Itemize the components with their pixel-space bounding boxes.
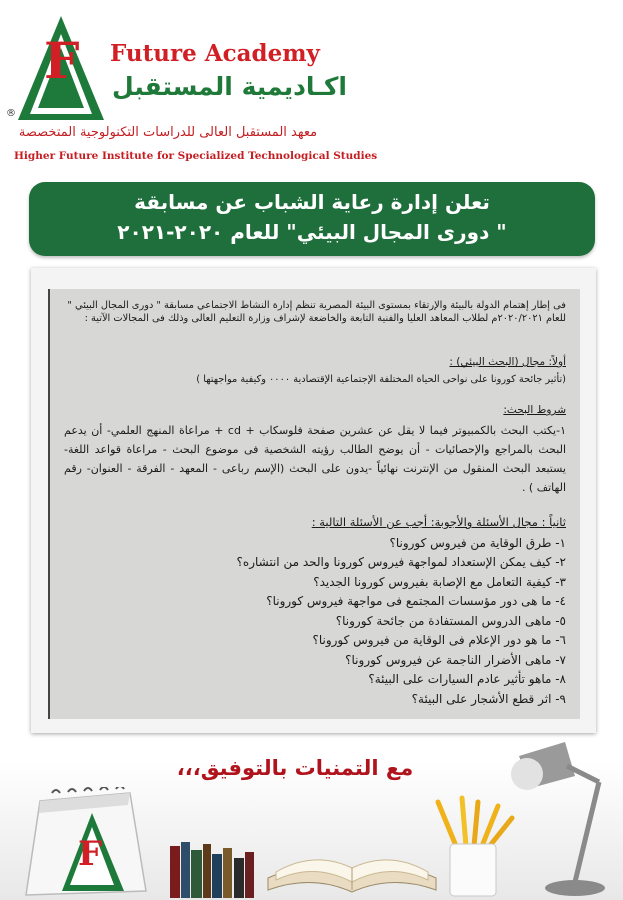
announcement-banner <box>29 182 595 256</box>
question-item: ٩- اثر قطع الأشجار على البيئة؟ <box>411 691 566 706</box>
question-item: ٣- كيفية التعامل مع الإصابة بفيروس كورونا الجديد؟ <box>313 574 566 589</box>
books-icon <box>168 838 256 898</box>
banner-line-2: " دورى المجال البيئي" للعام ٢٠٢٠-٢٠٢١ <box>117 220 507 244</box>
desk-lamp-icon <box>505 742 615 898</box>
calendar-icon <box>22 787 150 897</box>
scanned-document <box>48 289 580 719</box>
brand-name-en: Future Academy <box>110 40 320 67</box>
question-item: ٢- كيف يمكن الإستعداد لمواجهة فيروس كورونا والحد من انتشاره؟ <box>236 555 566 570</box>
logo-icon <box>18 16 104 120</box>
section-1-text: (تأثير جائحة كورونا على نواحى الحياة المختلفة الإجتماعية الإقتصادية ٠٠٠٠ وكيفية مواجهتها ) <box>196 374 566 385</box>
institute-name-ar: معهد المستقبل العالى للدراسات التكنولوجية المتخصصة <box>18 125 318 140</box>
question-item: ٦- ما هو دور الإعلام فى الوقاية من فيروس كورونا؟ <box>312 633 566 648</box>
svg-text:F: F <box>78 834 103 874</box>
section-2-title: شروط البحث: <box>503 404 566 416</box>
question-item: ٤- ما هى دور مؤسسات المجتمع فى مواجهة فيروس كورونا؟ <box>266 594 566 609</box>
brand-name-ar: اكـاديمية المستقبل <box>112 72 347 101</box>
banner-line-1: تعلن إدارة رعاية الشباب عن مسابقة <box>134 190 490 214</box>
document-intro: فى إطار إهتمام الدولة بالبيئة والإرتقاء بمستوى البيئة المصرية تنظم إدارة النشاط الاجتماعي مسابقة " دورى المجال البيئي " للعام ٢٠٢٠/٢٠٢١م لطلاب المعاهد العليا والفنية التابعة والخاضعة لإشراف وزارة التعليم العالى وذلك فى المجالات الآتية : <box>67 300 566 325</box>
registered-mark: ® <box>6 108 16 119</box>
question-item: ١- طرق الوقاية من فيروس كورونا؟ <box>389 536 566 550</box>
open-book-icon <box>262 838 442 896</box>
institute-name-en: Higher Future Institute for Specialized Technological Studies <box>14 150 378 162</box>
section-2-text: ١-يكتب البحث بالكمبيوتر فيما لا يقل عن عشرين صفحة فلوسكاب + cd + مراعاة المنهج العلمي- أن يدعم البحث بالمراجع والإحصائيات - أن يوضح الطالب رؤيته الشخصية فى موضوع البحث - مراعاة قواعد اللغة- يستبعد البحث المنقول من الإنترنت نهائياً -يدون على البحث (الإسم رباعى - المعهد - الفرقة - العنوان- رقم الهاتف ) . <box>64 424 566 494</box>
closing-text: مع التمنيات بالتوفيق،،، <box>176 756 414 780</box>
questions-list <box>64 534 566 709</box>
section-1-title: أولاً: مجال (البحث البيئي) : <box>449 356 566 368</box>
section-3-title: ثانياً : مجال الأسئلة والأجوبة: أجب عن الأسئلة التالية : <box>311 515 566 529</box>
logo-letter: F <box>44 31 80 90</box>
header <box>0 0 623 175</box>
question-item: ٥- ماهى الدروس المستفادة من جائحة كورونا؟ <box>335 613 566 628</box>
question-item: ٧- ماهى الأضرار الناجمة عن فيروس كورونا؟ <box>345 652 566 667</box>
question-item: ٨- ماهو تأثير عادم السيارات على البيئة؟ <box>368 672 566 687</box>
